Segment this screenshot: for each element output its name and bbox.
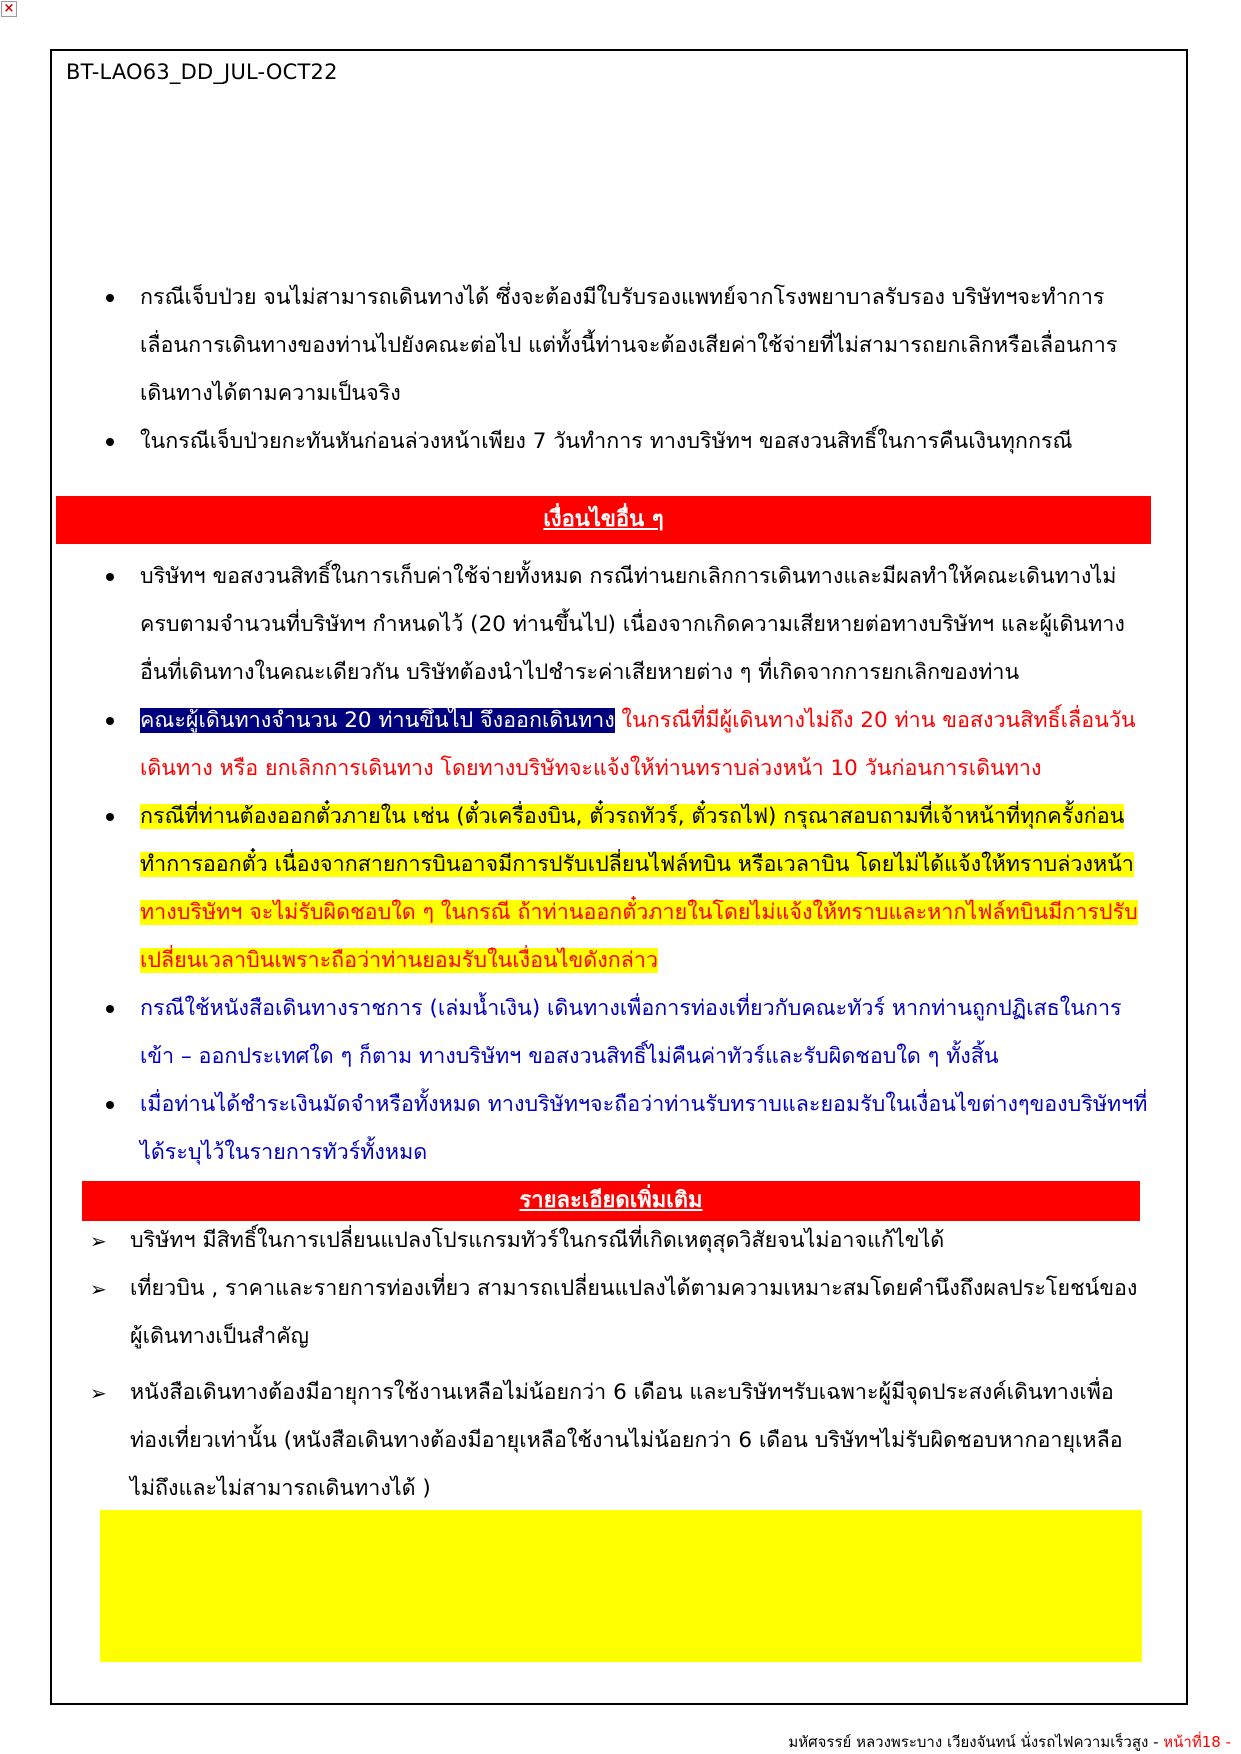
list-item xyxy=(100,985,1148,1081)
bullet-dot-icon xyxy=(106,1005,114,1013)
list-item xyxy=(90,1265,1138,1361)
list-item xyxy=(100,274,1145,418)
list-item xyxy=(100,697,1148,793)
min-group-highlight: คณะผู้เดินทางจำนวน 20 ท่านขึ้นไป จึงออกเดินทาง xyxy=(140,708,615,733)
list-item xyxy=(90,1217,1138,1265)
bullet-dot-icon xyxy=(106,294,114,302)
footer-title: มหัศจรรย์ หลวงพระบาง เวียงจันทน์ นั่งรถไฟความเร็วสูง - xyxy=(788,1733,1159,1751)
broken-image-icon: × xyxy=(1,1,17,17)
arrow-bullet-icon: ➢ xyxy=(90,1381,107,1405)
conditions-title: เงื่อนไขอื่น ๆ xyxy=(543,507,664,532)
passport-highlight-box xyxy=(100,1510,1142,1662)
domestic-ticket-note: กรณีที่ท่านต้องออกตั๋วภายใน เช่น (ตั๋วเครื่องบิน, ตั๋วรถทัวร์, ตั๋วรถไฟ) กรุณาสอบถามที่เจ้าหน้าที่ทุกครั้งก่อนทำการออกตั๋ว เนื่องจากสายการบินอาจมีการปรับเปลี่ยนไฟล์ทบิน หรือเวลาบิน โดยไม่ได้แจ้งให้ทราบล่วงหน้า xyxy=(140,804,1134,877)
list-item-text: เที่ยวบิน , ราคาและรายการท่องเที่ยว สามารถเปลี่ยนแปลงได้ตามความเหมาะสมโดยคำนึงถึงผลประโยชน์ของผู้เดินทางเป็นสำคัญ xyxy=(130,1276,1138,1349)
illness-conditions-list xyxy=(100,274,1145,466)
bullet-dot-icon xyxy=(106,717,114,725)
details-header-bar xyxy=(82,1181,1140,1221)
list-item xyxy=(90,1369,1138,1513)
list-item xyxy=(100,418,1145,466)
bullet-dot-icon xyxy=(106,1101,114,1109)
min-group-note: ในกรณีที่มีผู้เดินทางไม่ถึง 20 ท่าน ขอสงวนสิทธิ์เลื่อนวันเดินทาง หรือ ยกเลิกการเดินทาง โดยทางบริษัทจะแจ้งให้ท่านทราบล่วงหน้า 10 วันก่อนการเดินทาง xyxy=(140,708,1136,781)
bullet-dot-icon xyxy=(106,438,114,446)
list-item xyxy=(100,793,1148,985)
list-item-text: หนังสือเดินทางต้องมีอายุการใช้งานเหลือไม่น้อยกว่า 6 เดือน และบริษัทฯรับเฉพาะผู้มีจุดประสงค์เดินทางเพื่อท่องเที่ยวเท่านั้น (หนังสือเดินทางต้องมีอายุเหลือใช้งานไม่น้อยกว่า 6 เดือน บริษัทฯไม่รับผิดชอบหากอายุเหลือไม่ถึงและไม่สามารถเดินทางได้ ) xyxy=(130,1380,1123,1501)
list-item-text: บริษัทฯ ขอสงวนสิทธิ์ในการเก็บค่าใช้จ่ายทั้งหมด กรณีท่านยกเลิกการเดินทางและมีผลทำให้คณะเดินทางไม่ครบตามจำนวนที่บริษัทฯ กำหนดไว้ (20 ท่านขึ้นไป) เนื่องจากเกิดความเสียหายต่อทางบริษัทฯ และผู้เดินทางอื่นที่เดินทางในคณะเดียวกัน บริษัทต้องนำไปชำระค่าเสียหายต่าง ๆ ที่เกิดจากการยกเลิกของท่าน xyxy=(140,564,1125,685)
conditions-header-bar xyxy=(56,496,1151,544)
list-item xyxy=(100,1081,1148,1177)
list-item-text: บริษัทฯ มีสิทธิ์ในการเปลี่ยนแปลงโปรแกรมทัวร์ในกรณีที่เกิดเหตุสุดวิสัยจนไม่อาจแก้ไขได้ xyxy=(130,1228,945,1253)
bullet-dot-icon xyxy=(106,573,114,581)
details-title: รายละเอียดเพิ่มเติม xyxy=(519,1188,703,1213)
list-item-text: เมื่อท่านได้ชำระเงินมัดจำหรือทั้งหมด ทางบริษัทฯจะถือว่าท่านรับทราบและยอมรับในเงื่อนไขต่างๆของบริษัทฯที่ได้ระบุไว้ในรายการทัวร์ทั้งหมด xyxy=(140,1092,1148,1165)
page-number: หน้าที่18 - xyxy=(1163,1733,1231,1751)
list-item-text: กรณีใช้หนังสือเดินทางราชการ (เล่มน้ำเงิน) เดินทางเพื่อการท่องเที่ยวกับคณะทัวร์ หากท่านถูกปฏิเสธในการเข้า – ออกประเทศใด ๆ ก็ตาม ทางบริษัทฯ ขอสงวนสิทธิ์ไม่คืนค่าทัวร์และรับผิดชอบใด ๆ ทั้งสิ้น xyxy=(140,996,1122,1069)
list-item xyxy=(100,553,1148,697)
arrow-bullet-icon: ➢ xyxy=(90,1229,107,1253)
document-code: BT-LAO63_DD_JUL-OCT22 xyxy=(66,60,338,84)
domestic-ticket-warning: ทางบริษัทฯ จะไม่รับผิดชอบใด ๆ ในกรณี ถ้าท่านออกตั๋วภายในโดยไม่แจ้งให้ทราบและหากไฟล์ทบินมีการปรับเปลี่ยนเวลาบินเพราะถือว่าท่านยอมรับในเงื่อนไขดังกล่าว xyxy=(140,900,1138,973)
list-item-text: ในกรณีเจ็บป่วยกะทันหันก่อนล่วงหน้าเพียง 7 วันทำการ ทางบริษัทฯ ขอสงวนสิทธิ์ในการคืนเงินทุกกรณี xyxy=(140,429,1073,454)
details-list xyxy=(90,1217,1138,1513)
bullet-dot-icon xyxy=(106,813,114,821)
list-item-text: กรณีเจ็บป่วย จนไม่สามารถเดินทางได้ ซึ่งจะต้องมีใบรับรองแพทย์จากโรงพยาบาลรับรอง บริษัทฯจะทำการเลื่อนการเดินทางของท่านไปยังคณะต่อไป แต่ทั้งนี้ท่านจะต้องเสียค่าใช้จ่ายที่ไม่สามารถยกเลิกหรือเลื่อนการเดินทางได้ตามความเป็นจริง xyxy=(140,285,1118,406)
arrow-bullet-icon: ➢ xyxy=(90,1277,107,1301)
other-conditions-list xyxy=(100,553,1148,1177)
page-footer xyxy=(788,1730,1231,1754)
